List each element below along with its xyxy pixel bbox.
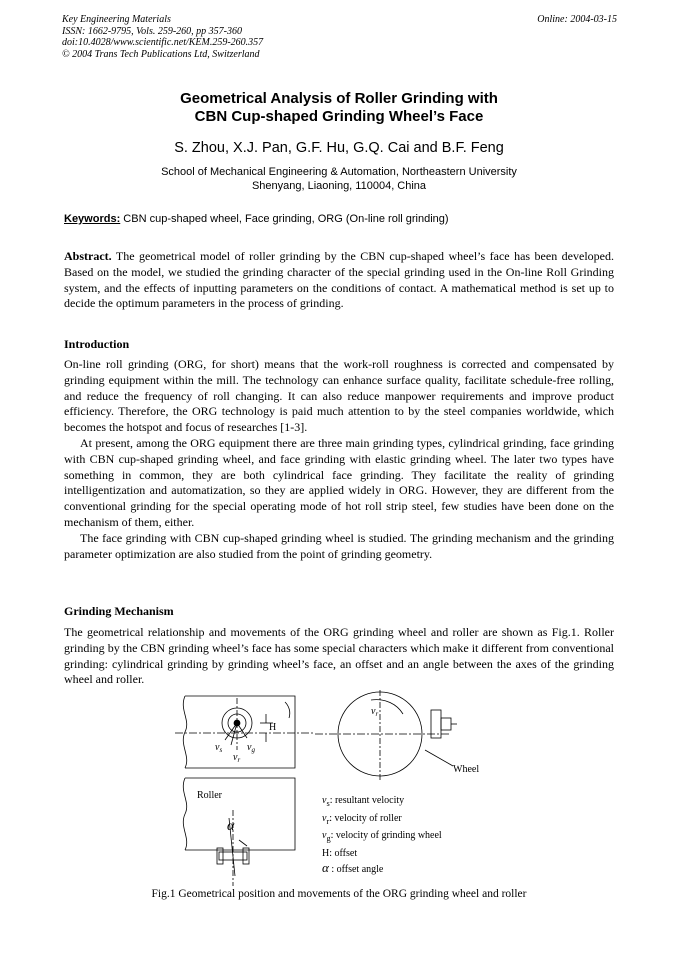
- mech-paragraph-1: The geometrical relationship and movements of the ORG grinding wheel and roller are shown as Fig.1. Roller grinding by the CBN grinding wheel’s face has some special characters which make it different from conventional grinding: cylindrical grinding by grinding wheel’s face, an offset and an angle between the axes of the grinding wheel and roller.: [64, 625, 614, 687]
- copyright: © 2004 Trans Tech Publications Ltd, Switzerland: [62, 48, 260, 60]
- label-roller: Roller: [197, 790, 222, 801]
- keywords-text: CBN cup-shaped wheel, Face grinding, ORG (On-line roll grinding): [120, 213, 449, 225]
- vs-arrow: [231, 723, 237, 745]
- intro-heading: Introduction: [64, 337, 130, 351]
- journal-header: [62, 14, 617, 60]
- paper-title: [0, 90, 678, 126]
- online-date: Online: 2004-03-15: [537, 14, 617, 25]
- affiliation-line-2: Shenyang, Liaoning, 110004, China: [251, 180, 427, 192]
- doi: doi:10.4028/www.scientific.net/KEM.259-260.357: [62, 37, 264, 48]
- label-vg: $v_g$: [247, 742, 255, 754]
- abstract-text: The geometrical model of roller grinding by the CBN cup-shaped wheel’s face has been developed. Based on the model, we studied the grinding character of the special grinding used in the On-line Roll Grinding system, and the effects of inputting parameters on the conditions of contact. A mathematical method is set up to decide the optimum parameters in the process of grinding.: [64, 249, 614, 311]
- legend-item: α : offset angle: [322, 860, 384, 875]
- issn: ISSN: 1662-9795, Vols. 259-260, pp 357-360: [62, 25, 242, 37]
- abstract-label: Abstract.: [64, 249, 112, 263]
- authors: S. Zhou, X.J. Pan, G.F. Hu, G.Q. Cai and B.F. Feng: [174, 140, 504, 156]
- mech-body: [64, 625, 614, 688]
- label-H: H: [269, 722, 277, 733]
- abstract: [64, 249, 614, 312]
- legend-item: $v_r$: velocity of roller: [322, 812, 402, 826]
- keywords: [64, 213, 619, 225]
- legend-item: $v_s$: resultant velocity: [322, 795, 405, 808]
- figure-legend: [322, 794, 442, 878]
- title-line-2: CBN Cup-shaped Grinding Wheel’s Face: [194, 108, 484, 125]
- intro-paragraph-1: On-line roll grinding (ORG, for short) means that the work-roll roughness is corrected and compensated by grinding equipment within the mill. The technology can enhance surface quality, facilitate schedule-free rolling, and reduce the frequency of roll changing. It can also reduce manpower requirements and improve product efficiency. Therefore, the ORG technology is paid much attention to by the steel companies worldwide, which becomes the hotspot and focus of researches [1-3].: [64, 357, 614, 435]
- label-vr: $v_r$: [233, 752, 241, 764]
- intro-paragraph-2: At present, among the ORG equipment there are three main grinding types, cylindrical grinding, face grinding with CBN cup-shaped grinding wheel, and face grinding with elastic grinding wheel. The later two types have something in common, they are both cylindrical face grinding. They facilitate the reality of grinding intelligentization and automatization, so they are applied widely in ORG. However, they are different from the conventional grinding for the special operating mode of hot roll strip steel, few studies have been done on the mechanism of them, either.: [64, 435, 614, 529]
- title-line-1: Geometrical Analysis of Roller Grinding with: [180, 90, 498, 107]
- mech-heading: Grinding Mechanism: [64, 604, 174, 618]
- journal-name: Key Engineering Materials: [62, 14, 171, 25]
- affiliation: [0, 165, 678, 193]
- legend-item: $v_g$: velocity of grinding wheel: [322, 830, 442, 843]
- label-vr-wheel: $v_r$: [371, 706, 379, 718]
- label-alpha: α: [227, 819, 235, 834]
- intro-body: [64, 357, 614, 562]
- label-wheel: Wheel: [453, 764, 480, 775]
- keywords-label: Keywords:: [64, 213, 121, 225]
- intro-paragraph-3: The face grinding with CBN cup-shaped grinding wheel is studied. The grinding mechanism and the grinding parameter optimization are also studied from the point of grinding geometry.: [64, 530, 614, 561]
- legend-item: H: offset: [322, 847, 358, 859]
- roller-bottom-view: [185, 778, 295, 850]
- affiliation-line-1: School of Mechanical Engineering & Automation, Northeastern University: [161, 166, 517, 178]
- label-vs: $v_s$: [215, 742, 223, 754]
- figure-caption: Fig.1 Geometrical position and movements of the ORG grinding wheel and roller: [151, 888, 527, 900]
